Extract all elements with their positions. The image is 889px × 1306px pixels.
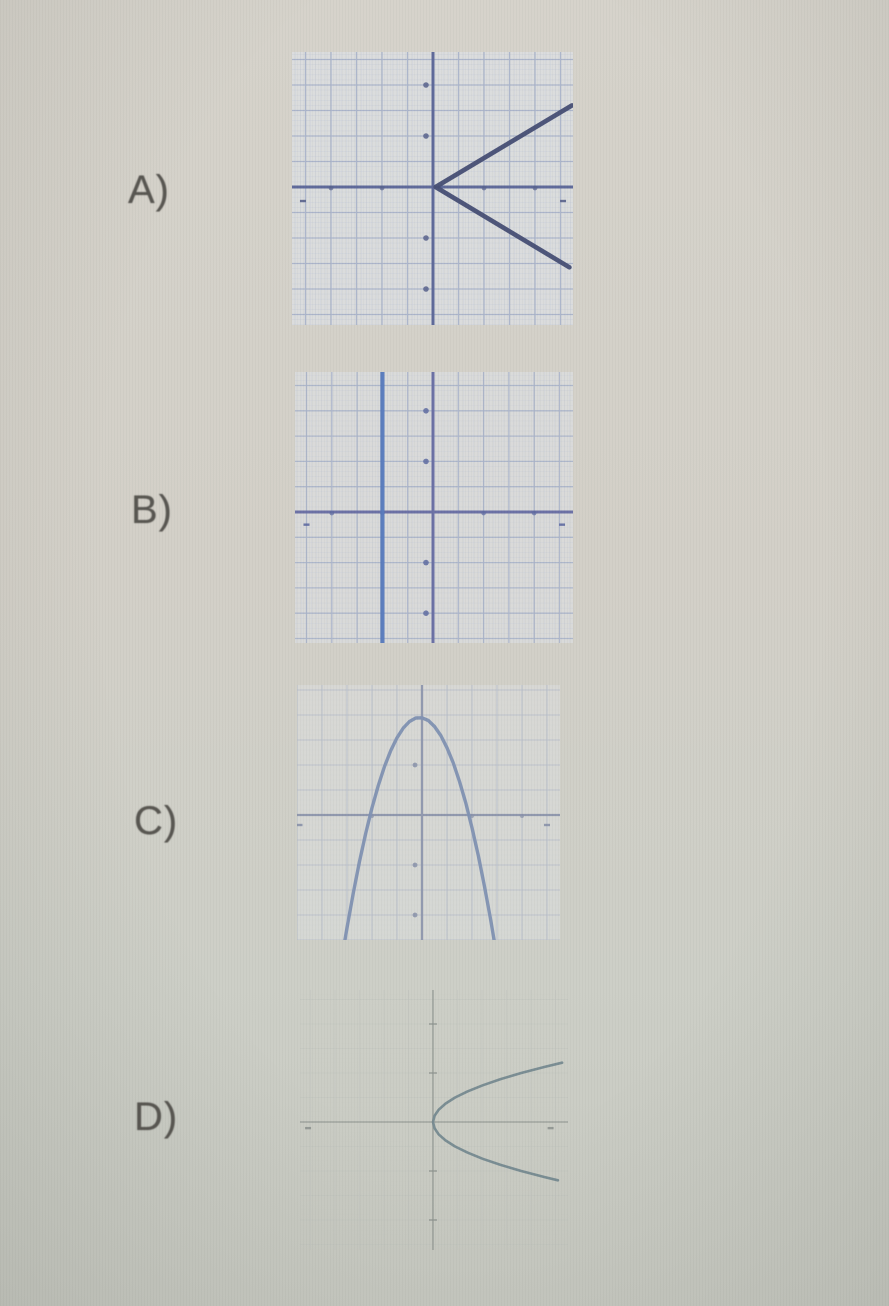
graph-b-plot [295, 372, 573, 643]
graph-a-plot [292, 52, 573, 325]
graph-c-plot [297, 685, 560, 940]
option-label-d: D) [134, 1095, 179, 1139]
option-label-a: A) [128, 168, 170, 212]
graph-d-plot [300, 990, 568, 1250]
option-label-b: B) [131, 488, 173, 532]
option-label-c: C) [134, 799, 179, 843]
